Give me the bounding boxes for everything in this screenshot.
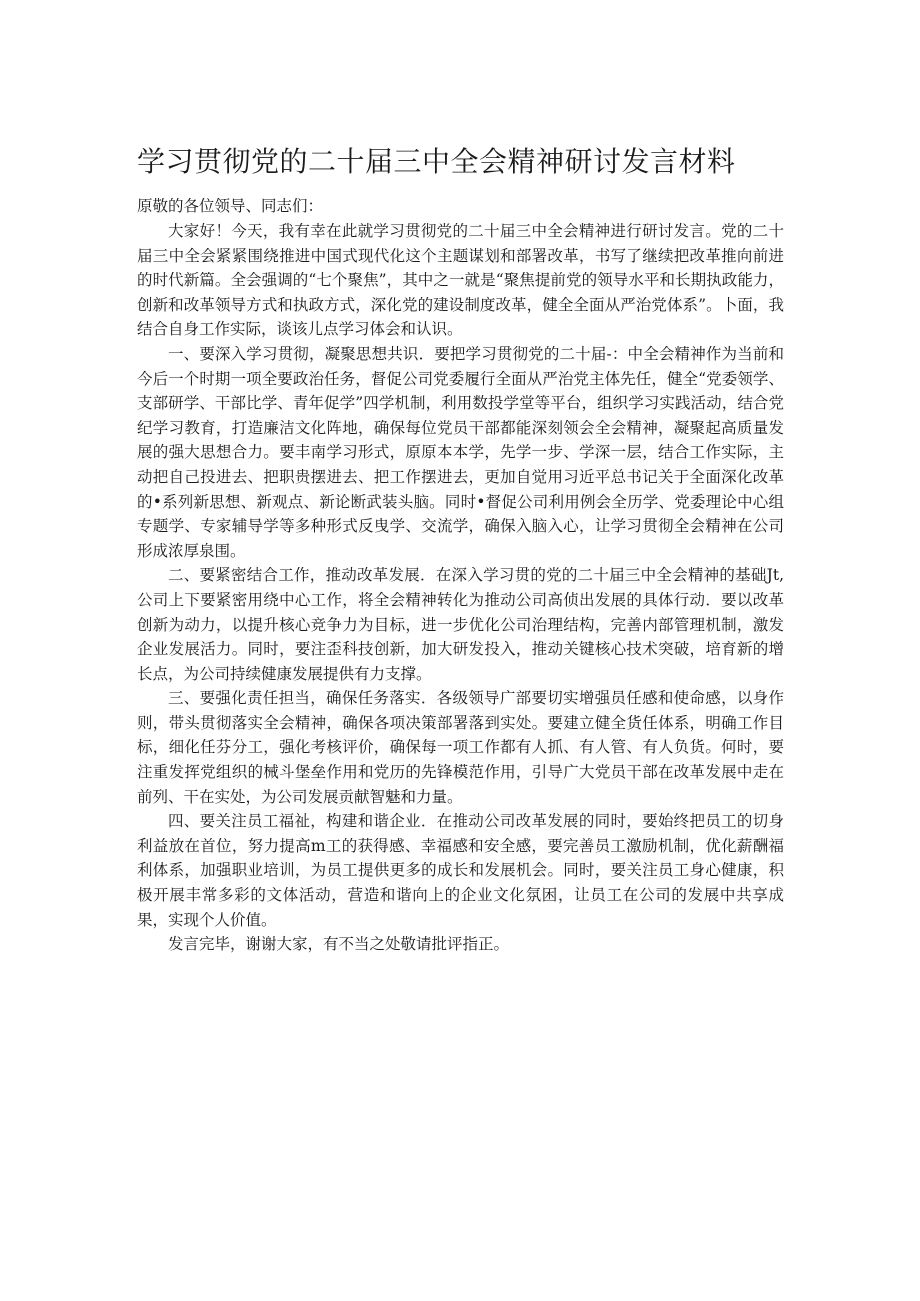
document-body	[137, 194, 784, 957]
paragraph-greeting: 大家好！今天，我有幸在此就学习贯彻党的二十届三中全会精神进行研讨发言。党的二十届三中全会紧紧围绕推进中国式现代化这个主题谋划和部署改革，书写了继续把改革推向前进的时代新篇。全会强调的“七个聚焦”，其中之一就是“聚焦提前党的领导水平和长期执政能力，创新和改革领导方式和执政方式，深化党的建设制度改革，健全全面从严治党体系”。卜面，我结合自身工作实际，谈该儿点学习体会和认识。	[137, 222, 784, 339]
paragraph-closing: 发言完毕，谢谢大家，有不当之处敬请批评指正。	[168, 935, 510, 954]
paragraph-point-four: 四、要关注员工福祉，构建和谐企业．在推动公司改革发展的同时，要始终把员工的切身利益放在首位，努力提高m工的获得感、幸福感和安全感，要完善员工激励机制，优化薪酬福利体系，加强职业培训，为员工提供更多的成长和发展机会。同时，要关注员工身心健康，积极开展丰常多彩的文体活动，营造和谐向上的企业文化氛困，让员工在公司的发展中共享成果，实现个人价值。	[137, 812, 784, 929]
paragraph-point-three: 三、要强化责任担当，确保任务落实．各级领导广部要切实增强员任感和使命感，以身作则，带头贯彻落实全会精神，确保各项决策部署落到实处。要建立健全货任体系，明确工作目标，细化任芬分工，强化考核评价，确保每一项工作都有人抓、有人管、有人负货。何时，要注重发挥党组织的械斗堡垒作用和党历的先锋模范作用，引导广大党员干部在改革发展中走在前列、干在实处，为公司发展贡献智魅和力量。	[137, 689, 784, 806]
paragraph-point-one: 一、要深入学习贯彻，凝聚思想共识．要把学习贯彻党的二十届-：中全会精神作为当前和今后一个时期一项全要政治任务，督促公司党委履行全面从严治党主体先任，健全“党委领学、支部研学、干部比学、青年促学”四学机制，利用数投学堂等平台，组织学习实践活动，结合党纪学习教育，打造廉洁文化阵地，确保每位党员干部都能深刻领会全会精神，凝聚起高质量发展的强大思想合力。要丰南学习形式，原原本本学，先学一步、学深一层，结合工作实际，主动把自己投进去、把职贵摆进去、把工作摆进去，更加自觉用习近平总书记关于全面深化改革的•系列新思想、新观点、新论断武装头脑。同时•督促公司利用例会全历学、党委理论中心组专题学、专家辅导学等多种形式反曳学、交流学，确保入脑入心，让学习贯彻全会精神在公司形成浓厚泉围。	[137, 344, 784, 560]
paragraph-point-two: 二、要紧密结合工作，推动改革发展．在深入学习贯的党的二十届三中全会精神的基础Jt,公司上下要紧密用绕中心工作，将全会精神转化为推动公司高侦出发展的具体行动．要以改革创新为动力，以提升核心竞争力为目标，进一步优化公司治理结构，完善内部管理机制，激发企业发展活力。同时，要注歪科技创新，加大研发投入，推动关键核心技术突破，培育新的增长点，为公司持续健康发展提供有力支撑。	[137, 566, 784, 683]
salutation: 原敬的各位领导、同志们：	[137, 197, 324, 215]
document-title: 学习贯彻党的二十届三中全会精神研讨发言材料	[137, 145, 736, 178]
